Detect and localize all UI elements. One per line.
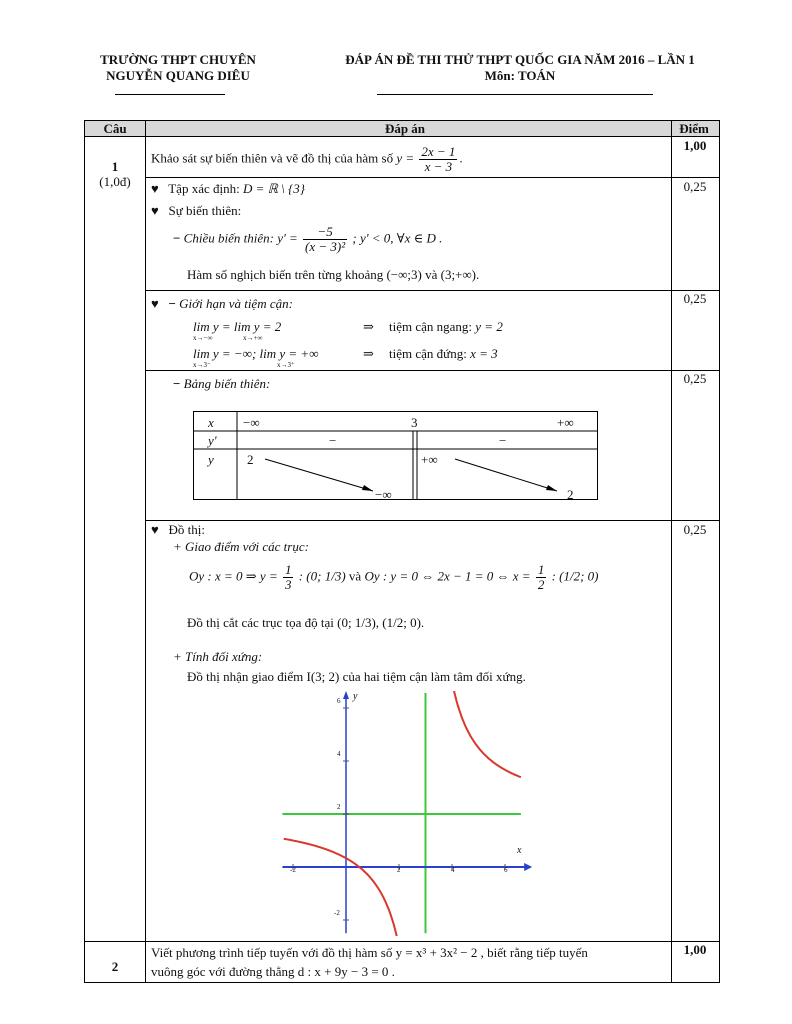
plot-tick-y2: 2 [337,803,341,811]
row-divider-s2 [145,370,719,371]
s4-ox-pt: : (1/2; 0) [551,568,599,584]
s1-domain-line [151,181,305,197]
s4-cuts: Đồ thị cắt các trục tọa độ tại (0; 1/3), (1/2; 0). [187,615,425,630]
s2-lim2-sub1: x→3⁻ [193,361,211,369]
dash-bullet-icon: − [173,376,181,391]
s1-decreasing: Hàm số nghịch biến trên từng khoảng (−∞;3) và (3;+∞). [187,267,480,282]
title-underline [377,94,653,95]
s4-ox-fraction [536,563,547,592]
vt-yp-label: y' [208,433,217,448]
q1-points: (1,0đ) [99,174,131,189]
school-name-line1: TRƯỜNG THPT CHUYÊN [100,52,256,67]
s4-oy-den: 3 [284,577,292,592]
row-divider-header [85,136,719,137]
s4-score: 0,25 [683,522,707,537]
q1-prompt-text: Khảo sát sự biến thiên và vẽ đồ thị của hàm số [151,150,394,166]
heart-bullet-icon: ♥ [151,522,159,537]
plot-tick-x4: 4 [451,866,455,874]
s2-label-line [151,296,293,312]
curve-left-branch [284,839,397,936]
vt-y-neg-inf: −∞ [375,487,392,502]
col-divider-1 [145,121,146,982]
s1-domain: D = ℝ \ {3} [242,181,305,196]
school-name-line2: NGUYỄN QUANG DIÊU [106,68,250,83]
heart-bullet-icon: ♥ [151,181,159,196]
vt-arrow-right [455,459,557,491]
s1-direction-label: Chiều biến thiên: [183,230,274,246]
s1-direction-line [173,225,442,254]
vt-y-label: y [208,452,214,467]
s4-and: và [348,568,362,584]
vt-x-pos-inf: +∞ [557,415,574,430]
s2-vertical-eq: x = 3 [470,346,498,361]
school-underline [115,94,225,95]
vt-x-label: x [208,415,214,430]
s1-variation: Sự biến thiên: [168,203,242,218]
s2-lim1: lim y = lim y = 2 [193,319,282,334]
row-divider-s3 [145,520,719,521]
q1-prompt: Khảo sát sự biến thiên và vẽ đồ thị của hàm số y = $\frac{2x - 1}{x - 3}$ . [151,144,463,174]
dash-bullet-icon: − [173,230,181,246]
s1-variation-line [151,203,241,219]
y-axis-arrow-icon [343,691,349,699]
s2-lim1-sub2: x→+∞ [243,334,263,342]
vt-y-two-left: 2 [247,452,254,467]
heart-bullet-icon: ♥ [151,203,159,218]
s4-ox-num: 1 [537,562,545,577]
s2-arrow-2: ⇒ [363,346,374,361]
s2-horizontal-eq: y = 2 [475,319,503,334]
s2-horizontal-label: tiệm cận ngang: [389,319,473,334]
q1-prompt-num: 2x − 1 [421,144,456,159]
col-divider-2 [671,121,672,982]
answer-table [84,120,720,983]
s4-oy-num: 1 [284,562,292,577]
q1-total-score: 1,00 [683,138,707,153]
vt-y-two-right: 2 [567,487,574,502]
s4-symmetry: + Tính đối xứng: [173,649,263,664]
heart-bullet-icon: ♥ [151,296,159,311]
s3-score: 0,25 [683,371,707,386]
s1-score: 0,25 [683,179,707,194]
s1-domain-label: Tập xác định: [168,181,240,196]
plot-tick-x-neg2: -2 [290,866,296,874]
q1-prompt-den: x − 3 [424,159,453,174]
vt-y-pos-inf: +∞ [421,452,438,467]
vt-yp-minus-2: − [499,433,507,448]
s4-ox: Oy : y = 0 ⇔ 2x − 1 = 0 ⇔ x = [364,568,531,584]
s4-graph-line [151,522,205,538]
s1-deriv-num: −5 [303,225,347,240]
plot-tick-y-neg2: -2 [334,909,340,917]
row-divider-s1 [145,290,719,291]
vt-arrowhead-left [362,485,373,491]
vt-arrowhead-right [546,485,557,491]
s1-deriv-fraction [303,225,347,254]
plot-tick-x6: 6 [504,866,508,874]
s4-intersection-eq [189,563,599,592]
function-graph [271,691,533,936]
q2-total-score: 1,00 [683,942,707,957]
vt-yp-minus-1: − [329,433,337,448]
s1-deriv-rest: ; y' < 0, ∀x ∈ D . [352,230,443,246]
plot-x-label: x [517,845,522,856]
s4-oy-pt: : (0; 1/3) [298,568,346,584]
s2-horizontal [389,319,503,335]
q1-prompt-fraction [419,145,457,174]
s1-deriv-den: (x − 3)² [305,239,346,254]
s2-vertical [389,346,498,362]
q1-number: 1 [111,159,119,174]
s3-label-line [173,376,270,392]
s2-lim2-sub2: x→3⁺ [277,361,295,369]
col-header-dapan: Đáp án [384,121,426,136]
s4-intersections: + Giao điểm với các trục: [173,539,309,554]
subject-title: Môn: TOÁN [484,68,556,83]
plot-tick-x2: 2 [397,866,401,874]
s4-ox-den: 2 [537,577,545,592]
vt-arrow-left [265,459,373,491]
row-divider-q2 [85,941,719,942]
vt-x-three: 3 [411,415,418,430]
s2-score: 0,25 [683,291,707,306]
s2-vertical-label: tiệm cận đứng: [389,346,467,361]
row-divider-q1-prompt [145,177,719,178]
s3-label: Bảng biến thiên: [183,376,271,391]
col-header-diem: Điểm [679,121,709,136]
q2-line2: vuông góc với đường thẳng d : x + 9y − 3 = 0 . [151,964,395,979]
s4-oy-fraction [283,563,294,592]
vt-x-neg-inf: −∞ [243,415,260,430]
exam-title: ĐÁP ÁN ĐỀ THI THỬ THPT QUỐC GIA NĂM 2016 – LẦN 1 [345,52,695,67]
col-header-cau: Câu [103,121,127,136]
plot-tick-y4: 4 [337,750,341,758]
s4-oy: Oy : x = 0 ⇒ y = [189,568,278,584]
curve-right-branch [454,691,521,777]
dash-bullet-icon: − [168,296,176,311]
x-axis-arrow-icon [524,863,532,871]
s1-deriv-lhs: y' = [277,230,298,246]
s2-lim1-sub1: x→−∞ [193,334,213,342]
plot-y-label: y [353,691,358,702]
plot-tick-y6: 6 [337,697,341,705]
s2-label: Giới hạn và tiệm cận: [179,296,293,311]
q2-line1: Viết phương trình tiếp tuyến với đồ thị hàm số y = x³ + 3x² − 2 , biết rằng tiếp tuyến [151,945,588,960]
s4-graph: Đồ thị: [168,522,205,537]
q1-prompt-func: y = [396,150,415,166]
q2-number: 2 [111,959,119,974]
s2-arrow-1: ⇒ [363,319,374,334]
s4-center: Đồ thị nhận giao điểm I(3; 2) của hai tiệm cận làm tâm đối xứng. [187,669,526,684]
s2-lim2: lim y = −∞; lim y = +∞ [193,346,319,361]
